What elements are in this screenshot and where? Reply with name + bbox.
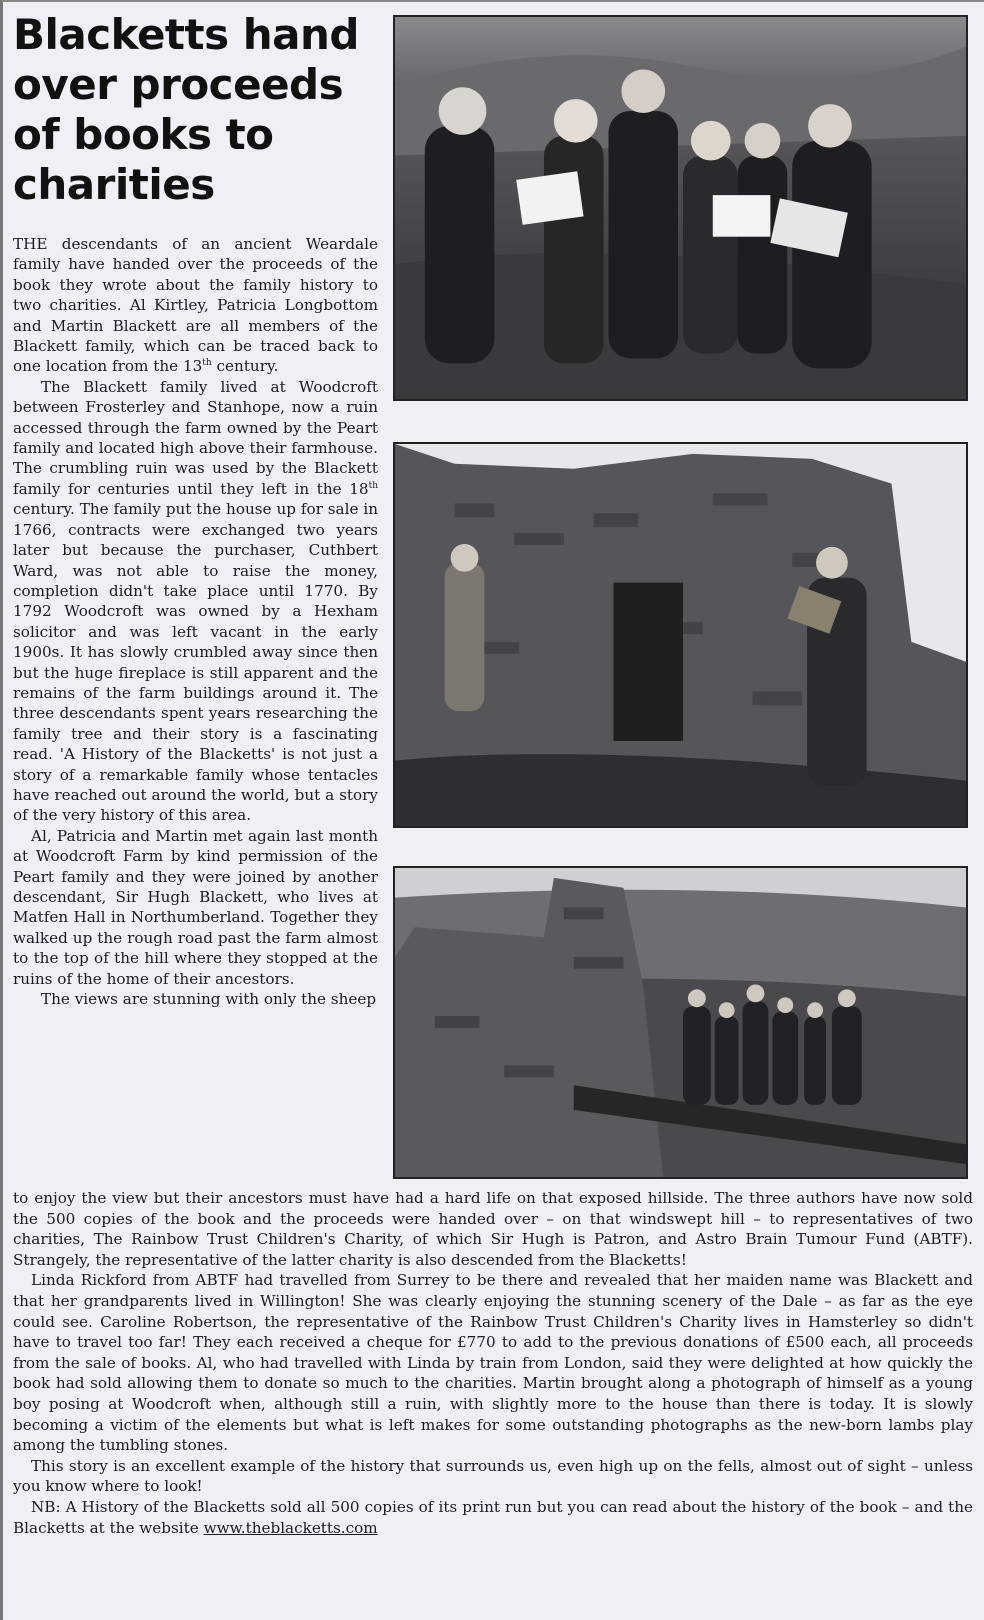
paragraph-views-rest: to enjoy the view but their ancestors must have had a hard life on that exposed hillside. The three authors have now sold the 500 copies of the book and the proceeds were handed over – on that windswept hill – to representatives of two charities, The Rainbow Trust Children's Charity, of which Sir Hugh is Patron, and Astro Brain Tumour Fund (ABTF). Strangely, the representative of the latter charity is also descended from the Blacketts! — [13, 1189, 973, 1269]
group-photo-image — [395, 17, 966, 399]
paragraph-views-start: The views are stunning with only the sheep — [41, 990, 377, 1009]
article-column — [13, 234, 378, 1009]
article-wide-section — [13, 1188, 973, 1538]
website-link[interactable]: www.theblacketts.com — [203, 1518, 378, 1537]
photo-group-at-ruins — [393, 866, 968, 1179]
paragraph-linda: Linda Rickford from ABTF had travelled from Surrey to be there and revealed that her maiden name was Blackett and that her grandparents lived in Willington! She was clearly enjoying the stunning scenery of the Dale – as far as the eye could see. Caroline Robertson, the representative of the Rainbow Trust Children's Charity lives in Hamsterley so didn't have to travel too far! They each received a cheque for £770 to add to the previous donations of £500 each, all proceeds from the sale of books. Al, who had travelled with Linda by train from London, said they were delighted at how quickly the book had sold allowing them to donate so much to the charities. Martin brought along a photograph of himself as a young boy posing at Woodcroft when, although still a ruin, with slightly more to the house than there is today. It is slowly becoming a victim of the elements but what is left makes for some outstanding photographs as the new-born lambs play among the tumbling stones. — [13, 1271, 973, 1455]
paragraph-meeting: Al, Patricia and Martin met again last month at Woodcroft Farm by kind permission of the Peart family and they were joined by another descendant, Sir Hugh Blackett, who lives at Matfen Hall in Northumberland. Together they walked up the rough road past the farm almost to the top of the hill where they stopped at the ruins of the home of their ancestors. — [13, 826, 378, 988]
ruins-group-photo-image — [395, 868, 966, 1177]
ruin-photo-image — [395, 444, 966, 826]
paragraph-woodcroft: The Blackett family lived at Woodcroft between Frosterley and Stanhope, now a ruin accessed through the farm owned by the Peart family and located high above their farmhouse. The crumbling ruin was used by the Blackett family for centuries until they left in the 18th century. The family put the house up for sale in 1766, contracts were exchanged two years later but because the purchaser, Cuthbert Ward, was not able to raise the money, completion didn't take place until 1770. By 1792 Woodcroft was owned by a Hexham solicitor and was left vacant in the early 1900s. It has slowly crumbled away since then but the huge fireplace is still apparent and the remains of the farm buildings around it. The three descendants spent years researching the family tree and their story is a fascinating read. 'A History of the Blacketts' is not just a story of a remarkable family whose tentacles have reached out around the world, but a story of the very history of this area. — [13, 377, 378, 825]
paragraph-history: This story is an excellent example of the history that surrounds us, even high up on the fells, almost out of sight – unless you know where to look! — [13, 1456, 973, 1496]
photo-woodcroft-ruin-fireplace — [393, 442, 968, 828]
paragraph-intro: THE descendants of an ancient Weardale family have handed over the proceeds of the book they wrote about the family history to two charities. Al Kirtley, Patricia Longbottom and Martin Blackett are all members of the Blackett family, which can be traced back to one location from the 13th century. — [13, 235, 378, 376]
photo-group-on-hillside — [393, 15, 968, 401]
paragraph-nb: NB: A History of the Blacketts sold all 500 copies of its print run but you can read about the history of the book – and the Blacketts at the website www.theblacketts.com — [13, 1497, 973, 1537]
headline: Blacketts hand over proceeds of books to charities — [13, 10, 359, 209]
